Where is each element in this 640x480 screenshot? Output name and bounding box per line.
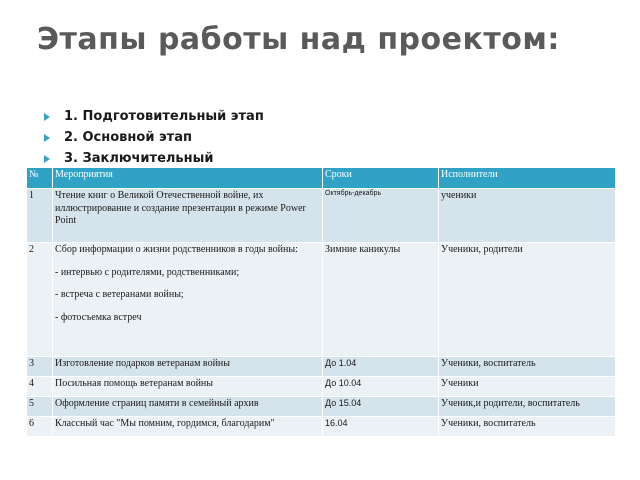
cell-activity <box>53 243 323 357</box>
cell-activity: Изготовление подарков ветеранам войны <box>53 357 323 377</box>
cell-performers: Ученики, воспитатель <box>439 417 616 437</box>
activity-line: Сбор информации о жизни родственников в годы войны: <box>55 244 298 255</box>
cell-date: 16.04 <box>323 417 439 437</box>
cell-activity: Классный час "Мы помним, гордимся, благодарим" <box>53 417 323 437</box>
cell-activity: Чтение книг о Великой Отечественной войне, их иллюстрирование и создание презентации в режиме Power Point <box>53 189 323 243</box>
stage-label: 1. Подготовительный этап <box>64 109 264 124</box>
cell-activity: Оформление страниц памяти в семейный архив <box>53 397 323 417</box>
cell-performers: ученики <box>439 189 616 243</box>
header-dates: Сроки <box>323 168 439 189</box>
activity-line: - фотосъемка встреч <box>55 311 142 323</box>
table-row <box>27 417 616 437</box>
cell-performers: Ученики <box>439 377 616 397</box>
cell-num: 5 <box>27 397 53 417</box>
cell-performers: Ученик,и родители, воспитатель <box>439 397 616 417</box>
stage-item <box>44 148 264 169</box>
cell-date: Октябрь-декабрь <box>323 189 439 243</box>
cell-date: До 10.04 <box>323 377 439 397</box>
bullet-arrow-icon <box>44 134 50 142</box>
header-num: № <box>27 168 53 189</box>
header-performers: Исполнители <box>439 168 616 189</box>
cell-performers: Ученики, родители <box>439 243 616 357</box>
activity-line: - интервью с родителями, родственниками; <box>55 266 240 278</box>
table-header-row <box>27 168 616 189</box>
cell-num: 2 <box>27 243 53 357</box>
table-row <box>27 189 616 243</box>
cell-performers: Ученики, воспитатель <box>439 357 616 377</box>
table-row <box>27 243 616 357</box>
stage-item <box>44 127 264 148</box>
stage-label: 2. Основной этап <box>64 130 192 145</box>
table-row <box>27 397 616 417</box>
bullet-arrow-icon <box>44 113 50 121</box>
project-plan-table <box>26 167 616 437</box>
cell-date: До 1.04 <box>323 357 439 377</box>
header-activities: Мероприятия <box>53 168 323 189</box>
stage-label: 3. Заключительный <box>64 151 214 166</box>
table-row <box>27 377 616 397</box>
cell-date: До 15.04 <box>323 397 439 417</box>
activity-line: - встреча с ветеранами войны; <box>55 289 184 300</box>
cell-date: Зимние каникулы <box>323 243 439 357</box>
cell-num: 4 <box>27 377 53 397</box>
cell-num: 3 <box>27 357 53 377</box>
table-row <box>27 357 616 377</box>
stage-list <box>44 106 264 169</box>
cell-activity: Посильная помощь ветеранам войны <box>53 377 323 397</box>
bullet-arrow-icon <box>44 155 50 163</box>
slide-title: Этапы работы над проектом: <box>37 22 560 57</box>
cell-num: 6 <box>27 417 53 437</box>
stage-item <box>44 106 264 127</box>
cell-num: 1 <box>27 189 53 243</box>
